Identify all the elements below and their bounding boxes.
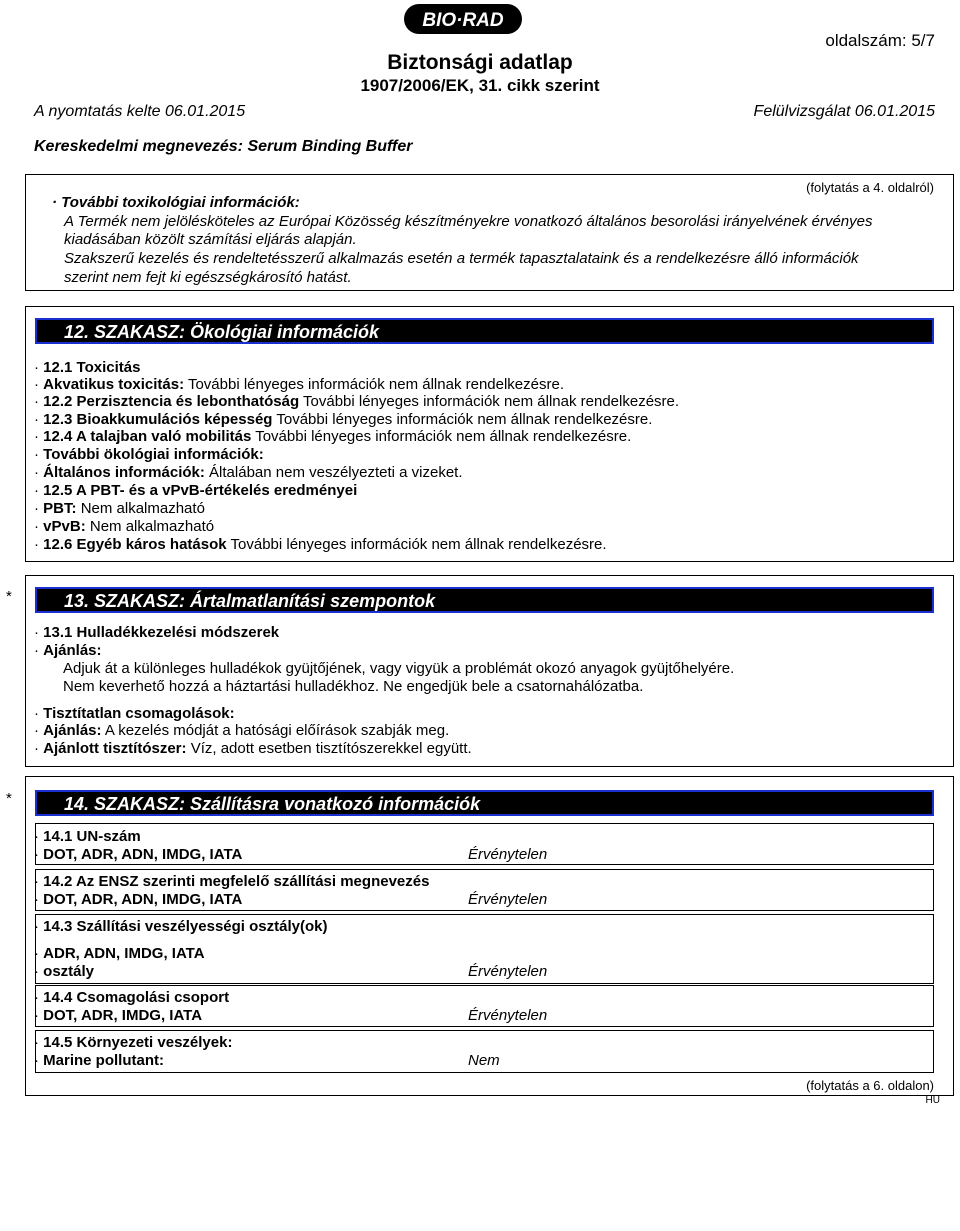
trade-name: Kereskedelmi megnevezés: Serum Binding Buffer xyxy=(34,138,413,155)
toxicology-line-2: kiadásában közölt számítási eljárás alapján. xyxy=(64,231,357,249)
section-14-banner xyxy=(35,790,934,816)
section-13-banner xyxy=(35,587,934,613)
continued-to: (folytatás a 6. oldalon) xyxy=(806,1078,934,1093)
s14-pack-value: Érvénytelen xyxy=(468,1007,548,1024)
revision-date: Felülvizsgálat 06.01.2015 xyxy=(753,103,935,120)
section-12-banner xyxy=(35,318,934,344)
toxicology-line-4: szerint nem fejt ki egészségkárosító hatást. xyxy=(64,268,352,286)
s14-un-heading: · 14.1 UN-szám xyxy=(34,828,141,845)
s12-bioaccumulation: · 12.3 Bioakkumulációs képesség További lényeges információk nem állnak rendelkezésre. xyxy=(34,411,653,428)
svg-text:BIO·RAD: BIO·RAD xyxy=(422,10,504,31)
section-12-title: 12. SZAKASZ: Ökológiai információk xyxy=(64,322,380,342)
s14-marine-value: Nem xyxy=(468,1052,500,1069)
s14-class-label: · osztály xyxy=(34,963,95,980)
s13-change-marker: * xyxy=(6,588,12,605)
s14-name-heading: · 14.2 Az ENSZ szerinti megfelelő szállítási megnevezés xyxy=(34,873,430,890)
s14-class-sub: · ADR, ADN, IMDG, IATA xyxy=(34,945,205,962)
page-number: oldalszám: 5/7 xyxy=(825,31,935,50)
s14-name-label: · DOT, ADR, ADN, IMDG, IATA xyxy=(34,891,243,908)
s14-env-heading: · 14.5 Környezeti veszélyek: xyxy=(34,1034,233,1051)
s12-soil-mobility: · 12.4 A talajban való mobilitás További lényeges információk nem állnak rendelkezésre. xyxy=(34,428,632,445)
section-14-title: 14. SZAKASZ: Szállításra vonatkozó információk xyxy=(64,794,481,814)
s13-recommendation-line-2: Nem keverhető hozzá a háztartási hulladékhoz. Ne engedjük bele a csatornahálózatba. xyxy=(63,678,644,695)
s14-class-value: Érvénytelen xyxy=(468,963,548,980)
continued-from: (folytatás a 4. oldalról) xyxy=(806,180,934,195)
toxicology-heading: · További toxikológiai információk: xyxy=(52,194,300,211)
s13-recommendation-2: · Ajánlás: A kezelés módját a hatósági előírások szabják meg. xyxy=(34,722,450,739)
s12-aquatic: · Akvatikus toxicitás: További lényeges információk nem állnak rendelkezésre. xyxy=(34,376,565,393)
document-subtitle: 1907/2006/EK, 31. cikk szerint xyxy=(360,76,600,95)
language-code: HU xyxy=(925,1095,940,1106)
print-date: A nyomtatás kelte 06.01.2015 xyxy=(34,103,246,120)
s12-pbt: · PBT: Nem alkalmazható xyxy=(34,500,205,517)
s12-toxicity: · 12.1 Toxicitás xyxy=(34,359,141,376)
s12-vpvb: · vPvB: Nem alkalmazható xyxy=(34,518,215,535)
section-13-title: 13. SZAKASZ: Ártalmatlanítási szempontok xyxy=(64,591,436,611)
s14-class-heading: · 14.3 Szállítási veszélyességi osztály(ok) xyxy=(34,918,328,935)
s12-persistence: · 12.2 Perzisztencia és lebonthatóság További lényeges információk nem állnak rendelkezésre. xyxy=(34,393,680,410)
document-title: Biztonsági adatlap xyxy=(387,51,573,74)
s12-pbt-heading: · 12.5 A PBT- és a vPvB-értékelés eredményei xyxy=(34,482,358,499)
s14-marine-label: · Marine pollutant: xyxy=(34,1052,164,1069)
s12-further-eco: · További ökológiai információk: xyxy=(34,446,264,463)
s12-other-effects: · 12.6 Egyéb káros hatások További lényeges információk nem állnak rendelkezésre. xyxy=(34,536,607,553)
s13-methods: · 13.1 Hulladékkezelési módszerek xyxy=(34,624,280,641)
s14-un-value: Érvénytelen xyxy=(468,846,548,863)
s13-uncleaned: · Tisztítatlan csomagolások: xyxy=(34,705,235,722)
s14-pack-label: · DOT, ADR, IMDG, IATA xyxy=(34,1007,203,1024)
s14-change-marker: * xyxy=(6,790,12,807)
s13-cleaner: · Ajánlott tisztítószer: Víz, adott esetben tisztítószerekkel együtt. xyxy=(34,740,472,757)
bio-rad-logo xyxy=(404,4,522,34)
s12-general: · Általános információk: Általában nem veszélyezteti a vizeket. xyxy=(34,464,463,481)
s13-recommendation-line-1: Adjuk át a különleges hulladékok gyüjtőjének, vagy vigyük a problémát okozó anyagok gyüjtőhelyére. xyxy=(63,660,735,677)
toxicology-line-3: Szakszerű kezelés és rendeltetésszerű alkalmazás esetén a termék tapasztalataink és a rendelkezésre álló információk xyxy=(64,250,859,268)
toxicology-line-1: A Termék nem jelölésköteles az Európai Közösség készítményekre vonatkozó általános besorolási irányelvének érvényes xyxy=(64,212,873,230)
s13-recommendation-label: · Ajánlás: xyxy=(34,642,102,659)
s14-pack-heading: · 14.4 Csomagolási csoport xyxy=(34,989,230,1006)
toxicology-section xyxy=(52,194,942,288)
s14-un-label: · DOT, ADR, ADN, IMDG, IATA xyxy=(34,846,243,863)
s14-name-value: Érvénytelen xyxy=(468,891,548,908)
